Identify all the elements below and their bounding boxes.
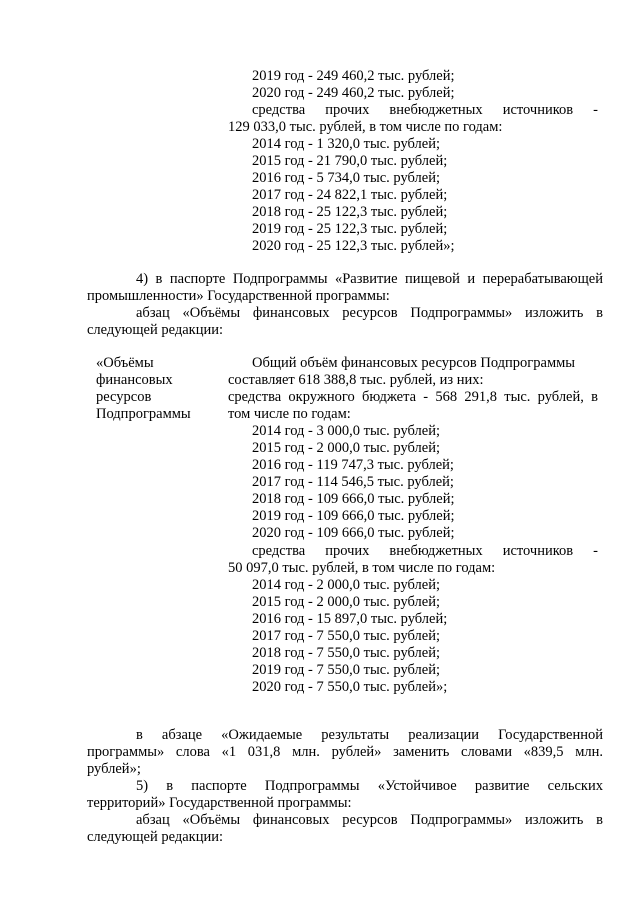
section4-paragraph: следующей редакции: <box>87 322 224 338</box>
results-paragraph: в абзаце «Ожидаемые результаты реализации Государственной <box>136 727 603 743</box>
district-budget: том числе по годам: <box>228 406 351 422</box>
amount-line: 2014 год - 2 000,0 тыс. рублей; <box>252 577 440 593</box>
amount-line: 2018 год - 7 550,0 тыс. рублей; <box>252 645 440 661</box>
amount-line: 2017 год - 114 546,5 тыс. рублей; <box>252 474 454 490</box>
amount-line: 2017 год - 24 822,1 тыс. рублей; <box>252 187 448 203</box>
section5-paragraph: абзац «Объёмы финансовых ресурсов Подпрограммы» изложить в <box>136 812 603 828</box>
amount-line: 2015 год - 2 000,0 тыс. рублей; <box>252 594 440 610</box>
section5-paragraph: следующей редакции: <box>87 829 224 845</box>
amount-line: 2016 год - 5 734,0 тыс. рублей; <box>252 170 440 186</box>
table-label: финансовых <box>96 372 173 388</box>
amount-line: 2014 год - 3 000,0 тыс. рублей; <box>252 423 440 439</box>
amount-line: 2020 год - 25 122,3 тыс. рублей»; <box>252 238 455 254</box>
section4-paragraph: промышленности» Государственной программы: <box>87 288 390 304</box>
table-label: ресурсов <box>96 389 152 405</box>
amount-line: 2014 год - 1 320,0 тыс. рублей; <box>252 136 440 152</box>
section4-paragraph: абзац «Объёмы финансовых ресурсов Подпрограммы» изложить в <box>136 305 603 321</box>
amount-line: 2018 год - 109 666,0 тыс. рублей; <box>252 491 455 507</box>
results-paragraph: рублей»; <box>87 761 141 777</box>
section5-paragraph: 5) в паспорте Подпрограммы «Устойчивое развитие сельских <box>136 778 603 794</box>
table-label: «Объёмы <box>96 355 154 371</box>
amount-line: 2019 год - 109 666,0 тыс. рублей; <box>252 508 455 524</box>
amount-line: 2019 год - 7 550,0 тыс. рублей; <box>252 662 440 678</box>
other-funds-line: средства прочих внебюджетных источников - <box>252 543 598 559</box>
amount-line: 2019 год - 249 460,2 тыс. рублей; <box>252 68 455 84</box>
amount-line: 2020 год - 7 550,0 тыс. рублей»; <box>252 679 448 695</box>
other-funds-total: 50 097,0 тыс. рублей, в том числе по годам: <box>228 560 496 576</box>
section4-paragraph: 4) в паспорте Подпрограммы «Развитие пищевой и перерабатывающей <box>136 271 603 287</box>
section5-paragraph: территорий» Государственной программы: <box>87 795 352 811</box>
amount-line: 2020 год - 249 460,2 тыс. рублей; <box>252 85 455 101</box>
other-funds-line: средства прочих внебюджетных источников - <box>252 102 598 118</box>
other-funds-total: 129 033,0 тыс. рублей, в том числе по годам: <box>228 119 503 135</box>
amount-line: 2015 год - 2 000,0 тыс. рублей; <box>252 440 440 456</box>
amount-line: 2016 год - 15 897,0 тыс. рублей; <box>252 611 448 627</box>
amount-line: 2020 год - 109 666,0 тыс. рублей; <box>252 525 455 541</box>
results-paragraph: программы» слова «1 031,8 млн. рублей» заменить словами «839,5 млн. <box>87 744 603 760</box>
amount-line: 2015 год - 21 790,0 тыс. рублей; <box>252 153 448 169</box>
amount-line: 2019 год - 25 122,3 тыс. рублей; <box>252 221 448 237</box>
table-label: Подпрограммы <box>96 406 191 422</box>
table-total: Общий объём финансовых ресурсов Подпрограммы <box>252 355 576 371</box>
district-budget: средства окружного бюджета - 568 291,8 тыс. рублей, в <box>228 389 598 405</box>
amount-line: 2017 год - 7 550,0 тыс. рублей; <box>252 628 440 644</box>
table-total: составляет 618 388,8 тыс. рублей, из них: <box>228 372 484 388</box>
amount-line: 2016 год - 119 747,3 тыс. рублей; <box>252 457 454 473</box>
amount-line: 2018 год - 25 122,3 тыс. рублей; <box>252 204 448 220</box>
